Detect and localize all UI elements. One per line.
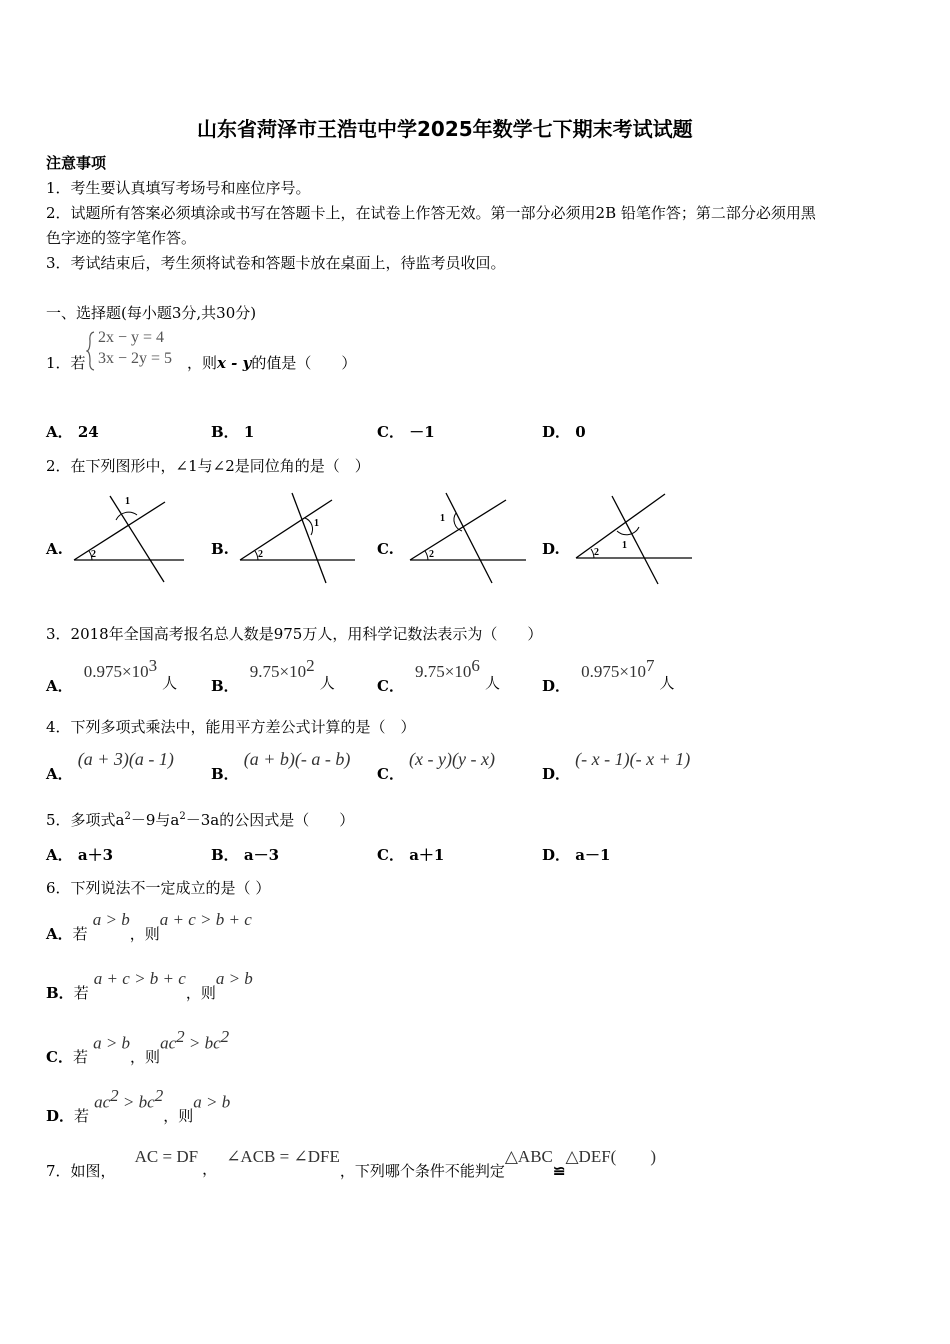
angle-1-label: 1 — [125, 496, 130, 507]
q1-number: 1．若 — [46, 354, 86, 372]
q1-tail — [187, 352, 356, 373]
q1-eq1: 2x − y = 4 — [98, 329, 165, 346]
q3-option-a: A． $0.975\times 10^3$ 人 — [46, 656, 178, 696]
q1-tail-b: 的值是（ ） — [251, 354, 357, 372]
q4-option-c: C． (x - y)(y - x) — [377, 749, 495, 783]
q6-option-b: B．若 a + c > b + c，则a > b — [46, 969, 253, 1002]
q5-option-b: B． a－3 — [211, 846, 280, 864]
q1-expr: x - y — [217, 354, 252, 372]
q3-option-b: B． $9.75\times 10^2$ 人 — [211, 656, 335, 696]
q2-figure-c — [406, 488, 531, 588]
notice-item: 2．试题所有答案必须填涂或书写在答题卡上，在试卷上作答无效。第一部分必须用2B 铅笔作答；第二部分必须用黑 — [46, 204, 816, 222]
angle-2-label: 2 — [91, 549, 96, 560]
q4-option-a: A． (a + 3)(a - 1) — [46, 749, 174, 783]
q6-option-d: D．若 $ac^2 > bc^2$，则a > b — [46, 1086, 231, 1126]
q3-stem: 3．2018年全国高考报名总人数是975万人，用科学记数法表示为（ ） — [46, 625, 543, 643]
q5-option-c: C． a＋1 — [377, 846, 445, 864]
brace-icon — [86, 331, 96, 371]
section-heading: 一、选择题(每小题3分,共30分) — [46, 304, 257, 322]
q5-option-d: D． a－1 — [542, 846, 611, 864]
q6-option-c: C．若 a > b，则$ac^2 > bc^2$ — [46, 1027, 230, 1067]
angle-1-label: 1 — [440, 513, 445, 524]
angle-1-label: 1 — [314, 518, 319, 529]
q7-stem: 7．如图， AC = DF， ∠ACB = ∠DFE，下列哪个条件不能判定△ABC≌△DEF( ) — [46, 1147, 656, 1180]
q1-option-d: D． 0 — [542, 423, 586, 441]
q2-option-d-letter: D. — [542, 540, 560, 558]
q4-stem: 4．下列多项式乘法中，能用平方差公式计算的是（ ） — [46, 718, 416, 736]
q4-option-d: D． (- x - 1)(- x + 1) — [542, 749, 691, 783]
q2-figure-a — [70, 490, 190, 585]
q6-stem: 6．下列说法不一定成立的是（ ） — [46, 879, 271, 897]
q2-stem: 2．在下列图形中，∠1与∠2是同位角的是（ ） — [46, 457, 370, 475]
q5-stem: 5．多项式$a^2-9$与$a^2-3a$的公因式是（ ） — [46, 811, 355, 829]
q1-option-a: A． 24 — [46, 423, 99, 441]
angle-1-label: 1 — [622, 540, 627, 551]
angle-2-label: 2 — [594, 547, 599, 558]
q3-option-c: C． $9.75\times 10^6$ 人 — [377, 656, 500, 696]
angle-2-label: 2 — [258, 549, 263, 560]
q1-option-c: C． －1 — [377, 423, 435, 441]
q2-option-a-letter: A. — [46, 540, 63, 558]
q2-option-b-letter: B. — [211, 540, 229, 558]
q4-option-b: B． (a + b)(- a - b) — [211, 749, 351, 783]
q5-option-a: A． a＋3 — [46, 846, 114, 864]
notice-item: 3．考试结束后，考生须将试卷和答题卡放在桌面上，待监考员收回。 — [46, 254, 506, 272]
q6-option-a: A．若 a > b，则a + c > b + c — [46, 910, 252, 943]
q1-tail-a: ，则 — [187, 354, 218, 372]
q1-option-b: B． 1 — [211, 423, 255, 441]
angle-2-label: 2 — [429, 549, 434, 560]
page-title: 山东省菏泽市王浩屯中学2025年数学七下期末考试试题 — [197, 117, 693, 141]
q2-figure-b — [236, 488, 361, 588]
notice-item: 1．考生要认真填写考场号和座位序号。 — [46, 179, 311, 197]
notice-item: 色字迹的签字笔作答。 — [46, 229, 197, 247]
q3-option-d: D． $0.975\times 10^7$ 人 — [542, 656, 675, 696]
q1-eq2: 3x − 2y = 5 — [98, 350, 173, 367]
q2-option-c-letter: C. — [377, 540, 394, 558]
q2-figure-d — [572, 488, 697, 588]
notice-heading: 注意事项 — [46, 154, 107, 172]
